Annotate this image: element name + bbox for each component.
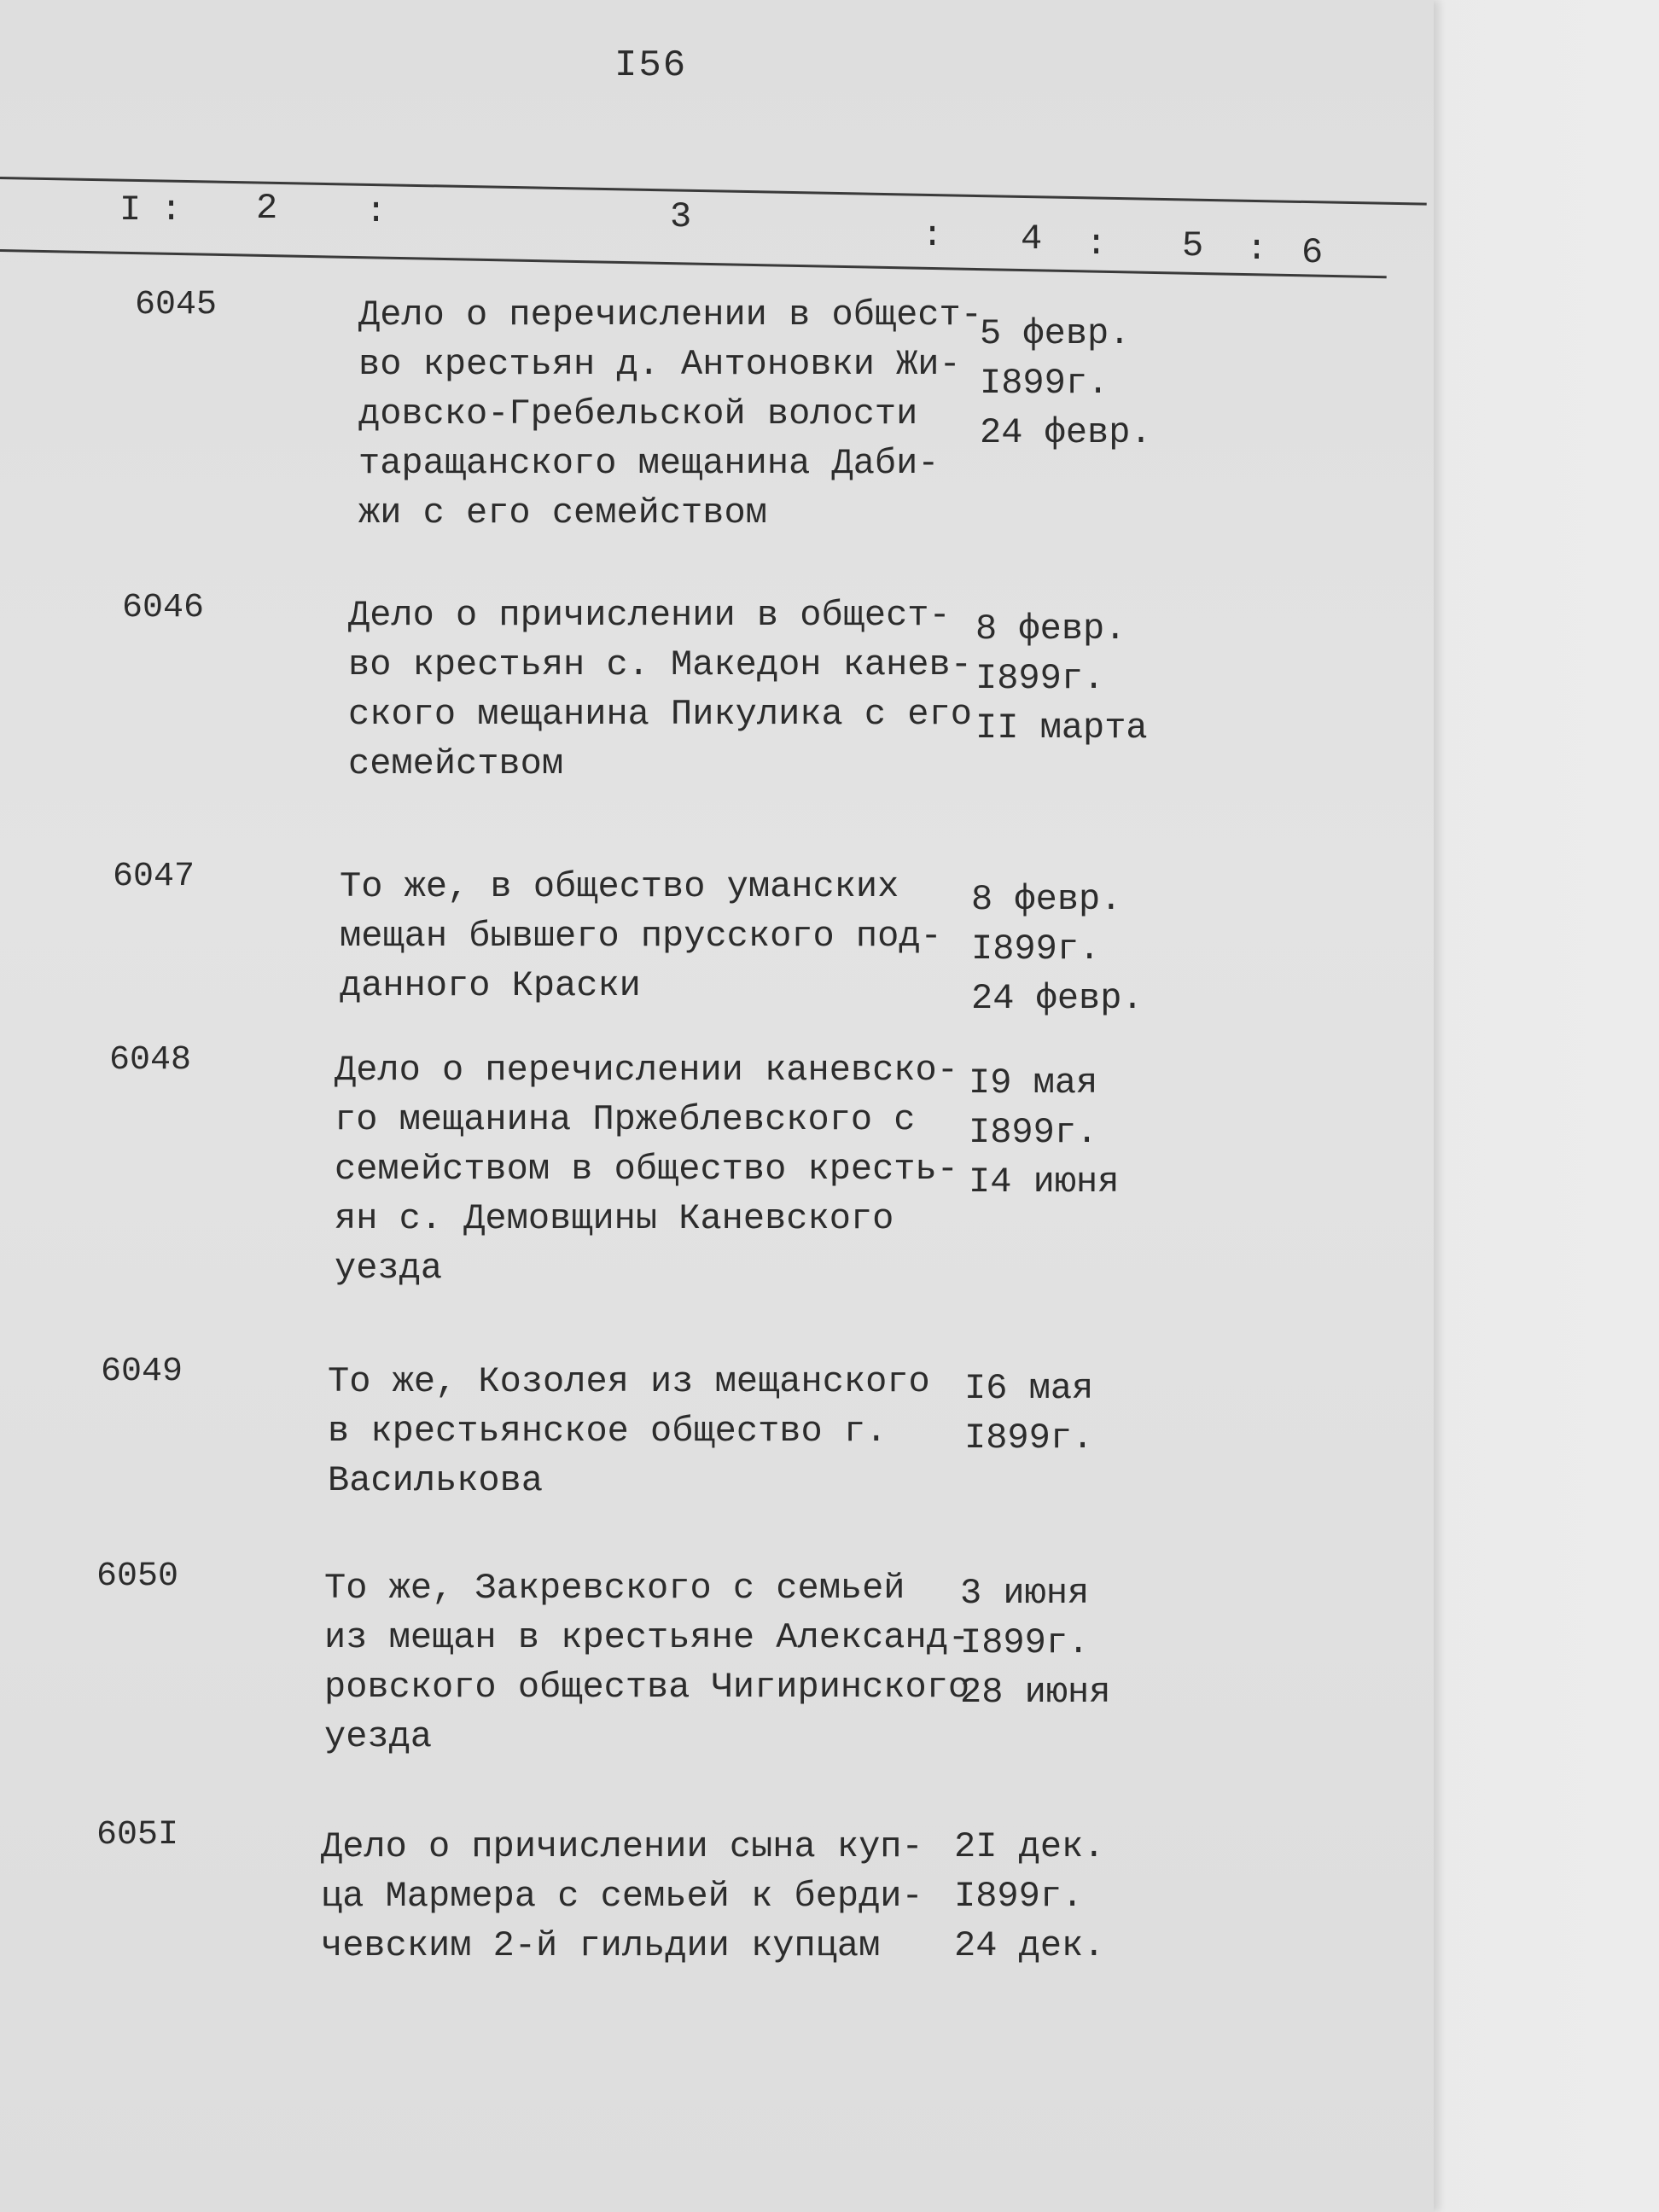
- entry-description: То же, Закревского с семьей из мещан в крестьяне Александ- ровского общества Чигиринского уезда: [324, 1568, 970, 1757]
- entry-number: 6048: [109, 1041, 192, 1080]
- entry-description: То же, в общество уманских мещан бывшего прусского под- данного Краски: [340, 866, 942, 1006]
- entry-dates: 5 февр. I899г. 24 февр.: [980, 313, 1152, 453]
- header-sep-5: :: [1246, 229, 1268, 270]
- entry-number: 6047: [113, 858, 195, 896]
- header-col-5: 5: [1182, 225, 1204, 266]
- entry-description: Дело о причислении сына куп- ца Мармера с семьей к берди- чевским 2-й гильдии купцам: [321, 1826, 923, 1966]
- entry-dates: 8 февр. I899г. 24 февр.: [971, 879, 1144, 1019]
- entry-number: 6050: [96, 1557, 179, 1596]
- entry-number: 605I: [96, 1816, 179, 1854]
- entry-dates: 2I дек. I899г. 24 дек.: [954, 1826, 1105, 1966]
- header-col-3: 3: [670, 196, 692, 237]
- header-col-2: 2: [256, 188, 278, 229]
- header-rule-top: [0, 177, 1427, 206]
- entry-description: Дело о перечислении каневско- го мещанина Пржеблевского с семейством в общество кресть- ян с. Демовщины Каневского уезда: [335, 1050, 958, 1289]
- header-sep-4: :: [1086, 224, 1108, 265]
- entry-dates: I6 мая I899г.: [964, 1368, 1094, 1458]
- entry-number: 6045: [135, 286, 218, 324]
- header-sep-1: :: [160, 189, 183, 230]
- header-col-1: I: [119, 189, 142, 230]
- entry-description: Дело о перечислении в общест- во крестьян д. Антоновки Жи- довско-Гребельской волости таращанского мещанина Даби- жи с его семейством: [358, 294, 982, 533]
- entry-dates: 8 февр. I899г. II марта: [975, 608, 1148, 748]
- entry-description: Дело о причислении в общест- во крестьян с. Македон канев- ского мещанина Пикулика с его семейством: [348, 595, 972, 784]
- header-sep-2: :: [365, 191, 387, 232]
- entry-number: 6046: [122, 589, 205, 627]
- header-rule-bottom: [0, 249, 1387, 278]
- entry-dates: I9 мая I899г. I4 июня: [969, 1062, 1120, 1202]
- header-sep-3: :: [922, 215, 944, 256]
- header-col-4: 4: [1021, 218, 1043, 259]
- entry-number: 6049: [101, 1353, 183, 1391]
- page-number: I56: [614, 44, 688, 87]
- entry-dates: 3 июня I899г. 28 июня: [960, 1573, 1111, 1713]
- entry-description: То же, Козолея из мещанского в крестьянское общество г. Василькова: [328, 1361, 930, 1501]
- header-col-6: 6: [1301, 232, 1324, 273]
